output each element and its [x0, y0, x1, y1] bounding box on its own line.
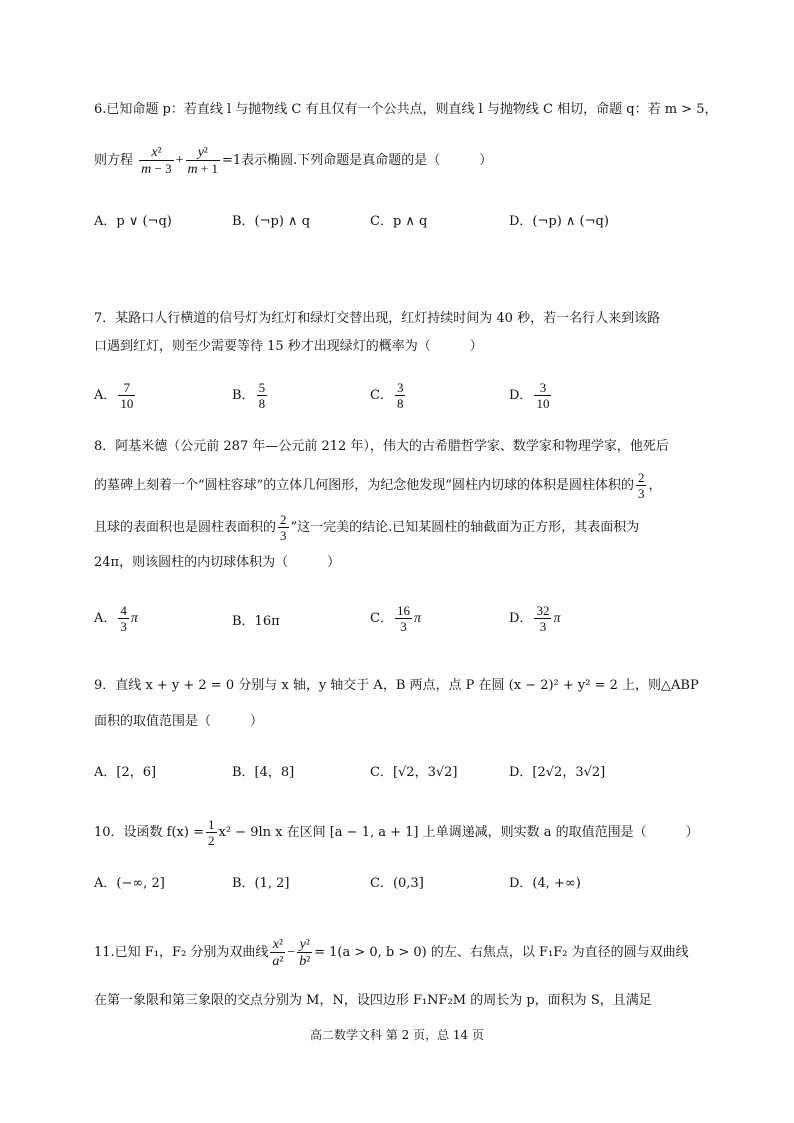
q10-option-c: C．(0,3]: [370, 876, 424, 891]
q11-fraction-y: $\frac{\text{y²}}{\text{b²}}$: [299, 936, 311, 969]
q8-option-b: B．16π: [232, 614, 280, 629]
q11-line1: 11.已知 F₁，F₂ 分别为双曲线 $\frac{\text{x²}}{\text{a²}}$ − $\frac{\text{y²}}{\text{b²}}$ = 1(a > 0, b > 0) 的左、右焦点，以 F₁F₂ 为直径的圆与双曲线: [94, 936, 689, 969]
q6-line1: 6.已知命题 p：若直线 l 与抛物线 C 有且仅有一个公共点，则直线 l 与抛物线 C 相切，命题 q：若 m > 5，: [94, 102, 718, 117]
q6-option-a: A．p ∨ (¬q): [94, 214, 172, 229]
q8-option-a: A． $\frac{4}{3}$ π: [94, 603, 138, 634]
page-footer: 高二数学文科 第 2 页，总 14 页: [310, 1028, 484, 1042]
q6-line2-tail: =1表示椭圆.下列命题是真命题的是（ ）: [222, 153, 493, 168]
q6-option-c: C．p ∧ q: [370, 214, 428, 229]
q11-line2: 在第一象限和第三象限的交点分别为 M，N，设四边形 F₁NF₂M 的周长为 p，面积为 S，且满足: [94, 993, 652, 1008]
q10-line1: 10．设函数 f(x) = $\frac{1}{2}$ x² − 9ln x 在区间 [a − 1, a + 1] 上单调递减，则实数 a 的取值范围是（ ）: [94, 817, 699, 848]
q8-fraction-two-thirds-a: $\frac{2}{3}$: [637, 470, 645, 501]
q10-option-d: D．(4, +∞): [509, 876, 581, 891]
q8-line1: 8．阿基米德（公元前 287 年—公元前 212 年），伟大的古希腊哲学家、数学家和物理学家，他死后: [94, 439, 669, 454]
q6-line2-lead: 则方程: [94, 153, 134, 168]
q7-option-d: D． $\frac{3}{10}$: [509, 380, 550, 411]
q8-line3: 且球的表面积也是圆柱表面积的 $\frac{2}{3}$ ”这一完美的结论.已知某圆柱的轴截面为正方形，其表面积为: [94, 512, 640, 543]
q6-fraction-x: $\frac{\text{x²}}{m - 3}$: [141, 144, 172, 177]
q7-line1: 7．某路口人行横道的信号灯为红灯和绿灯交替出现，红灯持续时间为 40 秒，若一名行人来到该路: [94, 311, 661, 326]
q7-option-a: A． $\frac{7}{10}$: [94, 380, 134, 411]
q9-option-b: B．[4，8]: [232, 765, 295, 780]
q11-fraction-x: $\frac{\text{x²}}{\text{a²}}$: [272, 936, 284, 969]
q7-line2: 口遇到红灯，则至少需要等待 15 秒才出现绿灯的概率为（ ）: [94, 339, 483, 354]
q9-line2: 面积的取值范围是（ ）: [94, 714, 264, 729]
q10-option-b: B．(1, 2]: [232, 876, 290, 891]
q6-option-d: D．(¬p) ∧ (¬q): [509, 214, 609, 229]
q7-option-c: C． $\frac{3}{8}$: [370, 380, 404, 411]
q9-line1: 9．直线 x + y + 2 = 0 分别与 x 轴，y 轴交于 A，B 两点，点 P 在圆 (x − 2)² + y² = 2 上，则△ABP: [94, 678, 699, 693]
q6-line2: 则方程 $\frac{\text{x²}}{m - 3}$ + $\frac{\text{y²}}{m + 1}$ =1表示椭圆.下列命题是真命题的是（ ）: [94, 144, 493, 177]
q10-fraction-half: $\frac{1}{2}$: [208, 817, 215, 848]
q9-option-a: A．[2，6]: [94, 765, 157, 780]
q10-option-a: A．(−∞, 2]: [94, 876, 165, 891]
q8-line4: 24π，则该圆柱的内切球体积为（ ）: [94, 555, 341, 570]
q8-option-d: D． $\frac{32}{3}$ π: [509, 603, 561, 634]
q7-option-b: B． $\frac{5}{8}$: [232, 380, 266, 411]
q8-fraction-two-thirds-b: $\frac{2}{3}$: [280, 512, 287, 543]
q9-option-c: C．[√2，3√2]: [370, 765, 458, 780]
q6-fraction-y: $\frac{\text{y²}}{m + 1}$: [187, 144, 218, 177]
q8-option-c: C． $\frac{16}{3}$ π: [370, 603, 421, 634]
q9-option-d: D．[2√2，3√2]: [509, 765, 606, 780]
q6-option-b: B．(¬p) ∧ q: [232, 214, 311, 229]
q8-line2: 的墓碑上刻着一个“圆柱容球”的立体几何图形，为纪念他发现“圆柱内切球的体积是圆柱体积的 $\frac{2}{3}$ ，: [94, 470, 662, 501]
